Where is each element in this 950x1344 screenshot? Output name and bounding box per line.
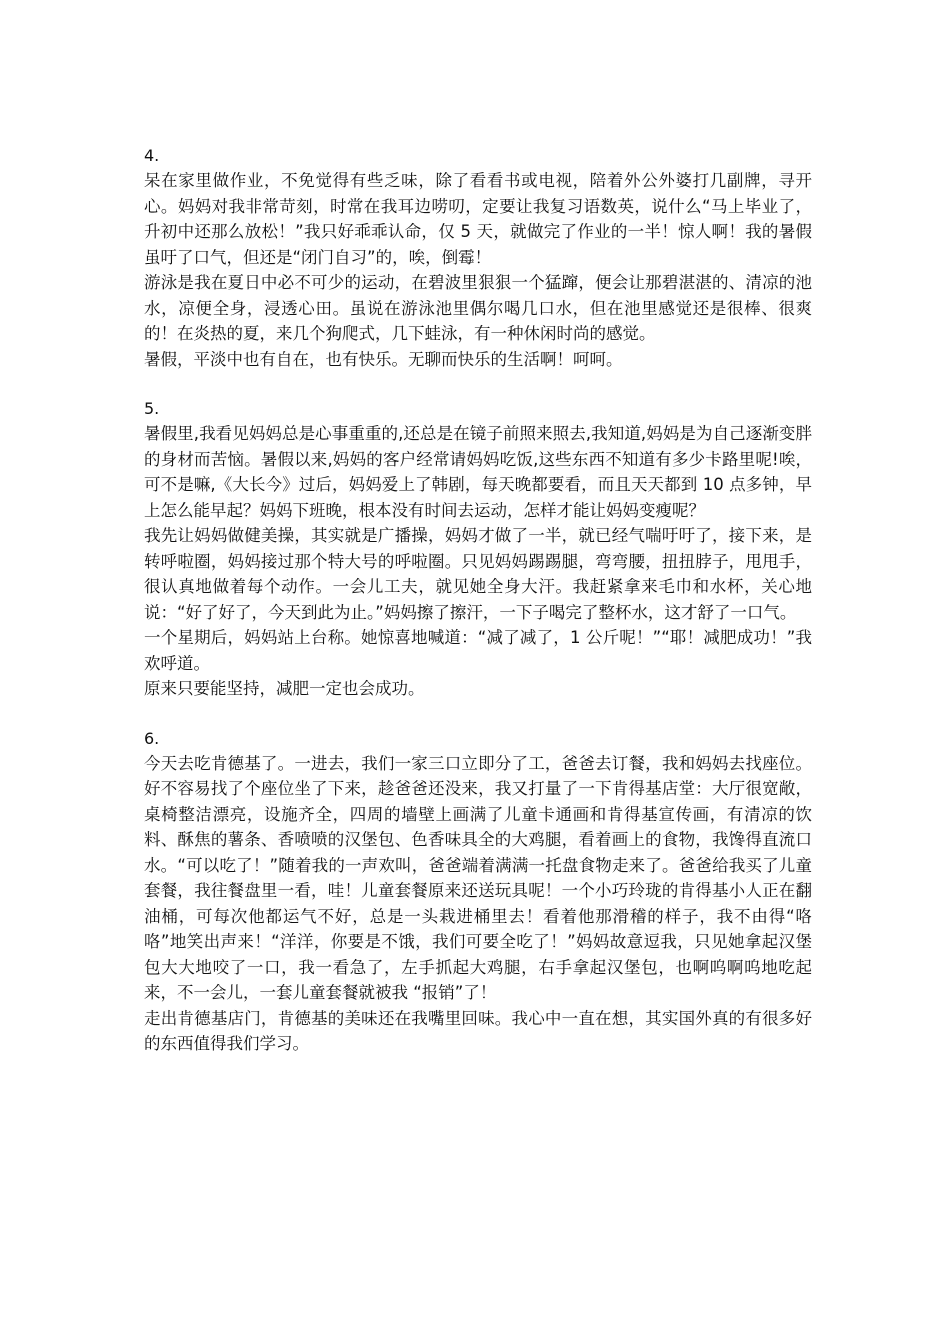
paragraph: 原来只要能坚持，减肥一定也会成功。 [144, 679, 425, 698]
section-number: 4. [144, 146, 160, 165]
section-number: 5. [144, 399, 160, 418]
paragraph: 暑假，平淡中也有自在，也有快乐。无聊而快乐的生活啊！呵呵。 [144, 349, 623, 369]
paragraph: 呆在家里做作业，不免觉得有些乏味，除了看看书或电视，陪着外公外婆打几副牌，寻开心。妈妈对我非常苛刻，时常在我耳边唠叨，定要让我复习语数英，说什么“马上毕业了，升初中还那么放松！”我只好乖乖认命，仅 5 天，就做完了作业的一半！惊人啊！我的暑假虽吁了口气，但还是“闭门自习”的，唉，倒霉！ [144, 171, 812, 267]
paragraph: 我先让妈妈做健美操，其实就是广播操，妈妈才做了一半，就已经气喘吁吁了，接下来，是转呼啦圈，妈妈接过那个特大号的呼啦圈。只见妈妈踢踢腿，弯弯腰，扭扭脖子，甩甩手，很认真地做着每个动作。一会儿工夫，就见她全身大汗。我赶紧拿来毛巾和水杯，关心地说：“好了好了，今天到此为止。”妈妈擦了擦汗，一下子喝完了整杯水，这才舒了一口气。 [144, 526, 812, 622]
section-number: 6. [144, 728, 160, 748]
paragraph: 今天去吃肯德基了。一进去，我们一家三口立即分了工，爸爸去订餐，我和妈妈去找座位。好不容易找了个座位坐了下来，趁爸爸还没来，我又打量了一下肯得基店堂：大厅很宽敞，桌椅整洁漂亮，设施齐全，四周的墙壁上画满了儿童卡通画和肯得基宣传画，有清凉的饮料、酥焦的薯条、香喷喷的汉堡包、色香味具全的大鸡腿，看着画上的食物，我馋得直流口水。“可以吃了！”随着我的一声欢叫，爸爸端着满满一托盘食物走来了。爸爸给我买了儿童套餐，我往餐盘里一看，哇！儿童套餐原来还送玩具呢！一个小巧玲珑的肯得基小人正在翻油桶，可每次他都运气不好，总是一头栽进桶里去！看着他那滑稽的样子，我不由得“咯咯”地笑出声来！“洋洋，你要是不饿，我们可要全吃了！”妈妈故意逗我，只见她拿起汉堡包大大地咬了一口，我一看急了，左手抓起大鸡腿，右手拿起汉堡包，也啊呜啊呜地吃起来，不一会儿，一套儿童套餐就被我 “报销”了！ [144, 753, 812, 1002]
essay-section-4 [144, 144, 812, 372]
paragraph: 游泳是我在夏日中必不可少的运动，在碧波里狠狠一个猛蹿，便会让那碧湛湛的、清凉的池水，凉便全身，浸透心田。虽说在游泳池里偶尔喝几口水，但在池里感觉还是很棒、很爽的！在炎热的夏，来几个狗爬式，几下蛙泳，有一种休闲时尚的感觉。 [144, 273, 812, 343]
paragraph: 暑假里,我看见妈妈总是心事重重的,还总是在镜子前照来照去,我知道,妈妈是为自己逐渐变胖的身材而苦恼。暑假以来,妈妈的客户经常请妈妈吃饭,这些东西不知道有多少卡路里呢!唉，可不是嘛,《大长今》过后，妈妈爱上了韩剧，每天晚都要看，而且天天都到 10 点多钟，早上怎么能早起？妈妈下班晚，根本没有时间去运动，怎样才能让妈妈变瘦呢？ [144, 424, 812, 520]
paragraph: 走出肯德基店门，肯德基的美味还在我嘴里回味。我心中一直在想，其实国外真的有很多好的东西值得我们学习。 [144, 1008, 812, 1053]
essay-section-5 [144, 397, 812, 702]
essay-section-6 [144, 727, 812, 1057]
paragraph: 一个星期后，妈妈站上台称。她惊喜地喊道：“减了减了，1 公斤呢！”“耶！减肥成功！”我欢呼道。 [144, 628, 812, 673]
document-page [144, 144, 812, 1082]
